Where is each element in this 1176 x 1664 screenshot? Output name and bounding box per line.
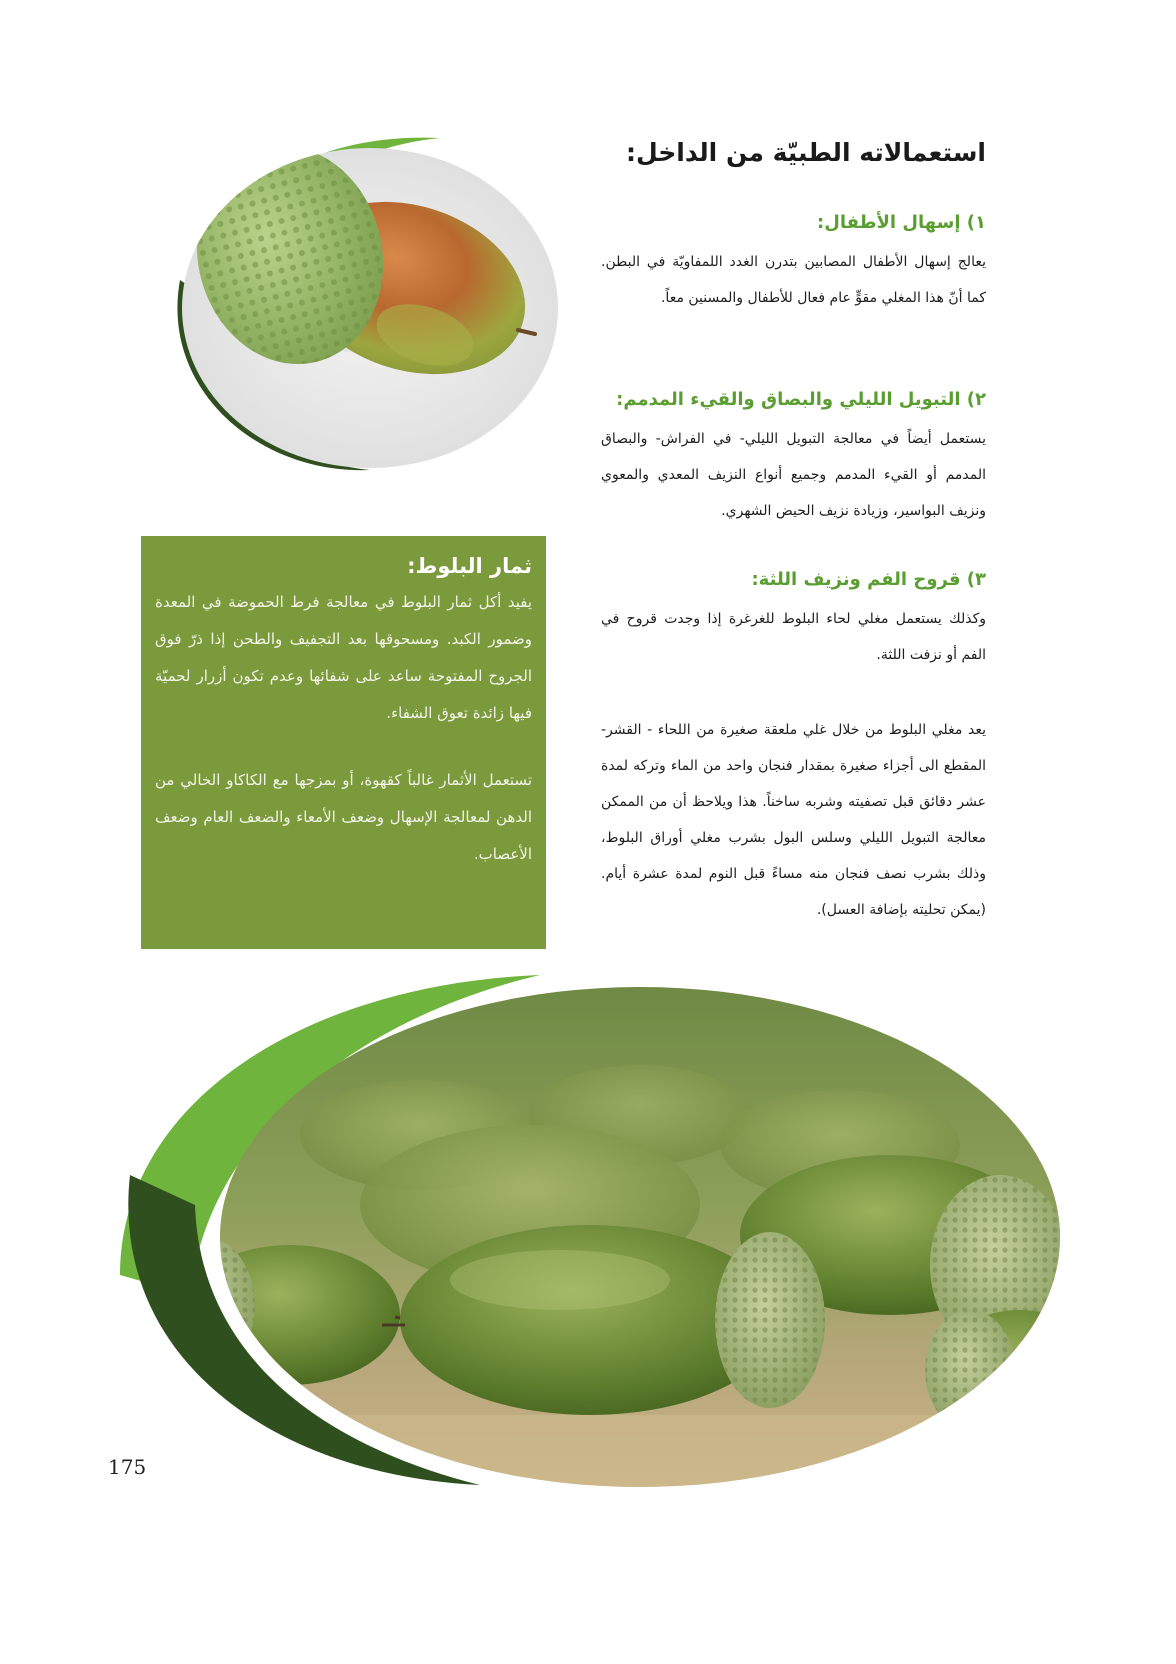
fruits-box-paragraph: يفيد أكل ثمار البلوط في معالجة فرط الحموضة في المعدة وضمور الكبد. ومسحوقها بعد التجفيف والطحن إذا ذرّ فوق الجروح المفتوحة ساعد على شفائها وعدم تكون أزرار لحميّة فيها زائدة تعوق الشفاء. xyxy=(155,593,532,722)
section-heading-bedwetting: ٢) التبويل الليلي والبصاق والقيء المدمم: xyxy=(616,389,986,410)
section-body-mouth-ulcers: وكذلك يستعمل مغلي لحاء البلوط للغرغرة إذا وجدت قروح في الفم أو نزفت اللثة. xyxy=(601,611,986,663)
section-body-children-diarrhea: يعالج إسهال الأطفال المصابين بتدرن الغدد اللمفاويّة في البطن. كما أنّ هذا المغلي مقوٍّ عام فعال للأطفال والمسنين معاً. xyxy=(601,254,986,306)
fruits-box-paragraph: تستعمل الأثمار غالباً كقهوة، أو بمزجها مع الكاكاو الخالي من الدهن لمعالجة الإسهال وضعف الأمعاء والضعف العام وضعف الأعصاب. xyxy=(155,771,532,863)
acorn-fruits-box xyxy=(141,536,546,949)
page-title: استعمالاته الطبيّة من الداخل: xyxy=(625,138,986,167)
page-number: 175 xyxy=(108,1455,147,1479)
acorn-photo xyxy=(140,130,560,480)
section-body-bedwetting: يستعمل أيضاً في معالجة التبويل الليلي- في الفراش- والبصاق المدمم أو القيء المدمم وجميع أنواع النزيف المعدي والمعوي ونزيف البواسير، وزيادة نزيف الحيض الشهري. xyxy=(601,431,986,519)
fruits-box-title: ثمار البلوط: xyxy=(407,554,532,578)
preparation-paragraph: يعد مغلي البلوط من خلال غلي ملعقة صغيرة من اللحاء - القشر- المقطع الى أجزاء صغيرة بمقدار فنجان واحد من الماء وتركه لمدة عشر دقائق قبل تصفيته وشربه ساخناً. هذا ويلاحظ أن من الممكن معالجة التبويل الليلي وسلس البول بشرب مغلي أوراق البلوط، وذلك بشرب نصف فنجان منه مساءً قبل النوم لمدة عشرة أيام. (يمكن تحليته بإضافة العسل). xyxy=(601,722,986,918)
acorns-photo xyxy=(120,975,1065,1490)
section-heading-mouth-ulcers: ٣) قروح الفم ونزيف اللثة: xyxy=(751,569,986,590)
section-heading-children-diarrhea: ١) إسهال الأطفال: xyxy=(817,212,986,233)
